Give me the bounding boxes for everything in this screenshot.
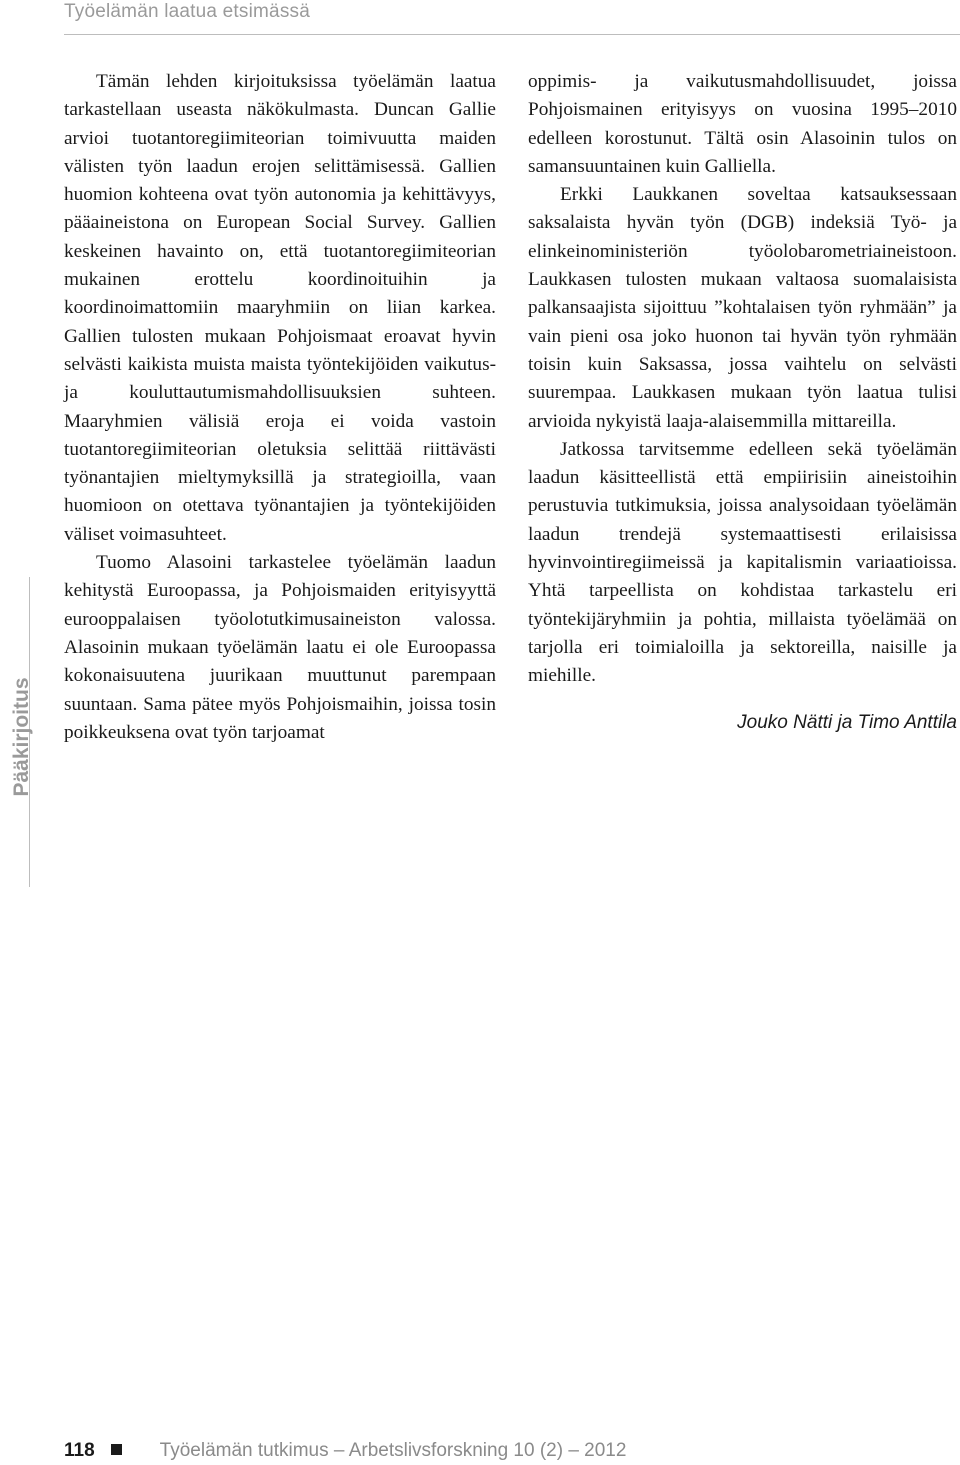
left-column	[64, 68, 496, 747]
paragraph: Tuomo Alasoini tarkastelee työelämän laadun kehitystä Euroopassa, ja Pohjoismaiden erityisyyttä eurooppalaisen työolotutkimusaineiston valossa. Alasoinin mukaan työelämän laatu ei ole Euroopassa kokonaisuutena juurikaan muuttunut parempaan suuntaan. Sama pätee myös Pohjoismaihin, joissa tosin poikkeuksena ovat työn tarjoamat	[64, 552, 496, 743]
paragraph: Erkki Laukkanen soveltaa katsauksessaan saksalaista hyvän työn (DGB) indeksiä Työ- ja elinkeinoministeriön työolobarometriaineistoon. Laukkasen tulosten mukaan valtaosa suomalaisista palkansaajista sijoittuu ”kohtalaisen työn ryhmään” ja vain pieni osa joko huonon tai hyvän työn ryhmään toisin kuin Saksassa, jossa vaihtelu on selvästi suurempaa. Laukkasen mukaan työn laatua tulisi arvioida nykyistä laaja-alaisemmilla mittareilla.	[528, 184, 957, 432]
paragraph: Tämän lehden kirjoituksissa työelämän laatua tarkastellaan useasta näkökulmasta. Duncan Gallie arvioi tuotantoregiimiteorian toimivuutta maiden välisten työn laadun erojen selittämisessä. Gallien huomion kohteena ovat työn autonomia ja kehittävyys, pääaineistona on European Social Survey. Gallien keskeinen havainto on, että tuotantoregiimiteorian mukainen erottelu koordinoituihin ja koordinoimattomiin maaryhmiin on liian karkea. Gallien tulosten mukaan Pohjoismaat eroavat hyvin selvästi kaikista muista maista työntekijöiden vaikutus- ja kouluttautumismahdollisuuksien suhteen. Maaryhmien välisiä eroja ei voida vastoin tuotantoregiimiteorian oletuksia selittää riittävästi työnantajien mieltymyksillä ja strategioilla, vaan huomioon on otettava työnantajien ja työntekijöiden väliset voimasuhteet.	[64, 71, 496, 545]
square-marker-icon	[111, 1444, 122, 1455]
journal-name: Työelämän tutkimus – Arbetslivsforskning 10 (2) – 2012	[159, 1440, 627, 1461]
page-number: 118	[64, 1440, 95, 1461]
page-footer	[64, 1438, 626, 1464]
running-header: Työelämän laatua etsimässä	[64, 0, 960, 35]
right-column	[528, 68, 957, 737]
paragraph: Jatkossa tarvitsemme edelleen sekä työelämän laadun käsitteellistä että empiirisiin aineistoihin perustuvia tutkimuksia, joissa analysoidaan työelämän laadun trendejä systemaattisesti erilaisissa hyvinvointiregiimeissä ja kapitalismin variaatioissa. Yhtä tarpeellista on kohdistaa tarkastelu eri työntekijäryhmiin ja pohtia, millaista työelämää on tarjolla eri toimialoilla ja sektoreilla, naisille ja miehille.	[528, 438, 957, 687]
section-label: Pääkirjoitus	[10, 677, 33, 797]
paragraph-continued: oppimis- ja vaikutusmahdollisuudet, joissa Pohjoismainen erityisyys on vuosina 1995–2010 edelleen korostunut. Tältä osin Alasoinin tulos on samansuuntainen kuin Galliella.	[528, 71, 957, 177]
author-signature: Jouko Nätti ja Timo Anttila	[737, 711, 957, 733]
